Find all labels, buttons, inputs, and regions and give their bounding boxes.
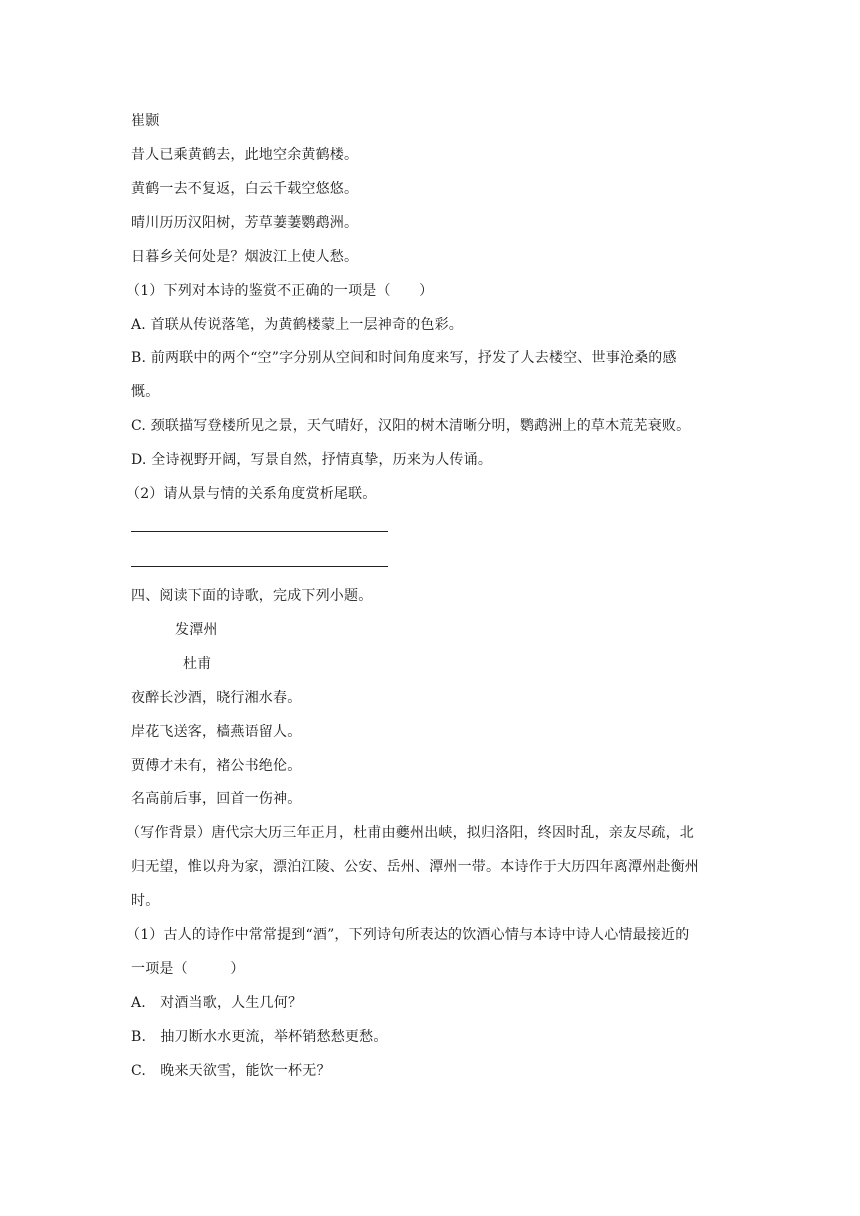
answer-line <box>131 531 388 532</box>
background-note: 时。 <box>131 893 160 909</box>
question-option: A. 对酒当歌，人生几何？ <box>131 995 303 1011</box>
poem-line: 夜醉长沙酒，晓行湘水春。 <box>131 690 302 706</box>
poem-author: 崔颢 <box>131 113 160 129</box>
question-option: C. 颈联描写登楼所见之景，天气晴好，汉阳的树木清晰分明，鹦鹉洲上的草木荒芜衰败。 <box>131 418 691 434</box>
question-option: A. 首联从传说落笔，为黄鹤楼蒙上一层神奇的色彩。 <box>131 317 464 333</box>
question-option-continued: 慨。 <box>131 384 160 400</box>
question-option: C. 晚来天欲雪，能饮一杯无？ <box>131 1063 331 1079</box>
background-note: （写作背景）唐代宗大历三年正月，杜甫由夔州出峡，拟归洛阳，终因时乱，亲友尽疏，北 <box>126 825 694 841</box>
section-heading: 四、阅读下面的诗歌，完成下列小题。 <box>131 588 373 604</box>
poem-line: 晴川历历汉阳树，芳草萋萋鹦鹉洲。 <box>131 215 359 231</box>
poem-line: 岸花飞送客，樯燕语留人。 <box>131 724 302 740</box>
question-option: D. 全诗视野开阔，写景自然，抒情真挚，历来为人传诵。 <box>131 452 493 468</box>
poem-line: 名高前后事，回首一伤神。 <box>131 791 302 807</box>
question-option: B. 抽刀断水水更流，举杯销愁愁更愁。 <box>131 1029 388 1045</box>
question-stem: （2）请从景与情的关系角度赏析尾联。 <box>126 486 377 502</box>
question-stem-continued: 一项是（ ） <box>131 961 245 977</box>
question-stem: （1）古人的诗作中常常提到“酒”，下列诗句所表达的饮酒心情与本诗中诗人心情最接近的 <box>126 927 690 943</box>
poem-author: 杜甫 <box>183 656 212 672</box>
question-stem: （1）下列对本诗的鉴赏不正确的一项是（ ） <box>126 283 434 299</box>
poem-line: 昔人已乘黄鹤去，此地空余黄鹤楼。 <box>131 147 359 163</box>
answer-line <box>131 566 388 567</box>
question-option: B. 前两联中的两个“空”字分别从空间和时间角度来写，抒发了人去楼空、世事沧桑的感 <box>131 350 677 366</box>
background-note: 归无望，惟以舟为家，漂泊江陵、公安、岳州、潭州一带。本诗作于大历四年离潭州赴衡州 <box>131 859 699 875</box>
poem-line: 日暮乡关何处是？烟波江上使人愁。 <box>131 249 359 265</box>
poem-line: 贾傅才未有，褚公书绝伦。 <box>131 758 302 774</box>
poem-line: 黄鹤一去不复返，白云千载空悠悠。 <box>131 181 359 197</box>
poem-title: 发潭州 <box>175 622 218 638</box>
